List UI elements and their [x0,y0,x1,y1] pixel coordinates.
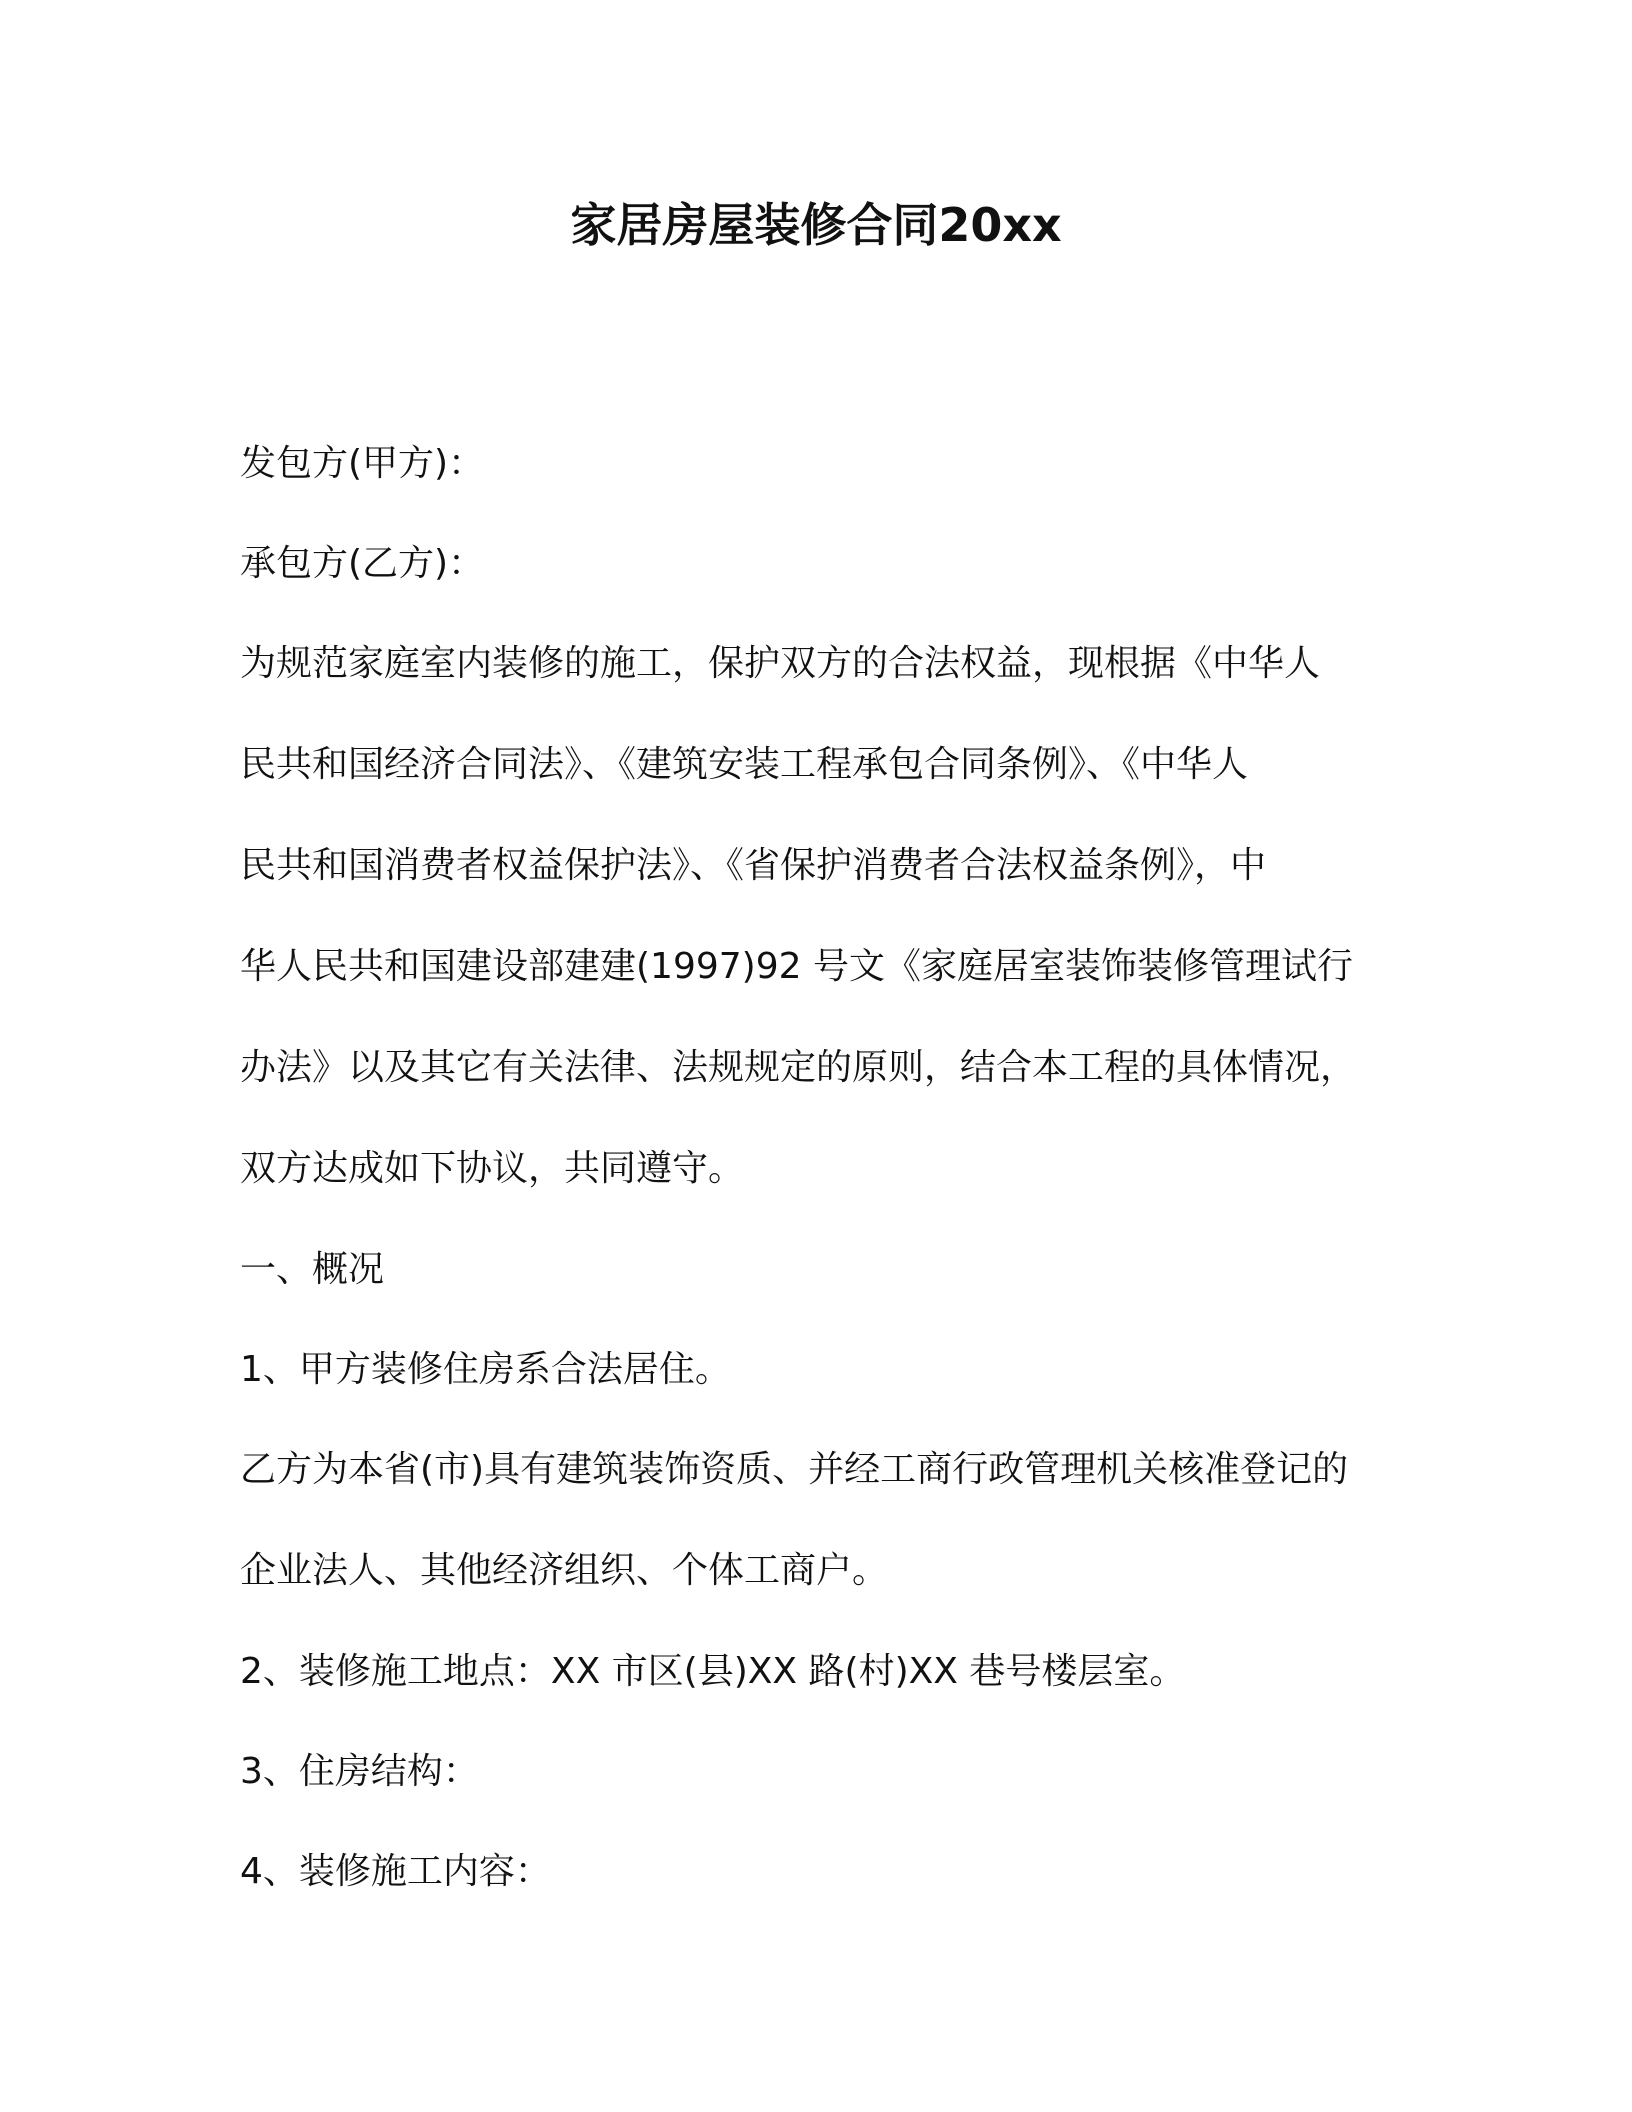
document-body [240,414,1400,1922]
party-a-line: 发包方(甲方)： [240,443,485,484]
preamble-line-1: 为规范家庭室内装修的施工，保护双方的合法权益，现根据《中华人 [240,643,1321,684]
clause-3-structure: 3、住房结构： [240,1751,479,1792]
document-title: 家居房屋装修合同20xx [570,198,1062,252]
party-b-line: 承包方(乙方)： [240,543,485,584]
section-heading-overview: 一、概况 [240,1249,385,1290]
preamble-line-4: 华人民共和国建设部建建(1997)92 号文《家庭居室装饰装修管理试行 [240,946,1353,987]
clause-1-detail-line-2: 企业法人、其他经济组织、个体工商户。 [240,1550,889,1591]
clause-4-content: 4、装修施工内容： [240,1851,551,1892]
clause-1: 1、甲方装修住房系合法居住。 [240,1349,731,1390]
preamble-line-2: 民共和国经济合同法》、《建筑安装工程承包合同条例》、《中华人 [240,744,1249,785]
preamble-line-3: 民共和国消费者权益保护法》、《省保护消费者合法权益条例》，中 [240,845,1267,886]
clause-2-location: 2、装修施工地点：XX 市区(县)XX 路(村)XX 巷号楼层室。 [240,1651,1186,1692]
preamble-line-5: 办法》以及其它有关法律、法规规定的原则，结合本工程的具体情况， [240,1047,1357,1088]
preamble-line-6: 双方达成如下协议，共同遵守。 [240,1148,745,1189]
clause-1-detail-line-1: 乙方为本省(市)具有建筑装饰资质、并经工商行政管理机关核准登记的 [240,1449,1349,1490]
